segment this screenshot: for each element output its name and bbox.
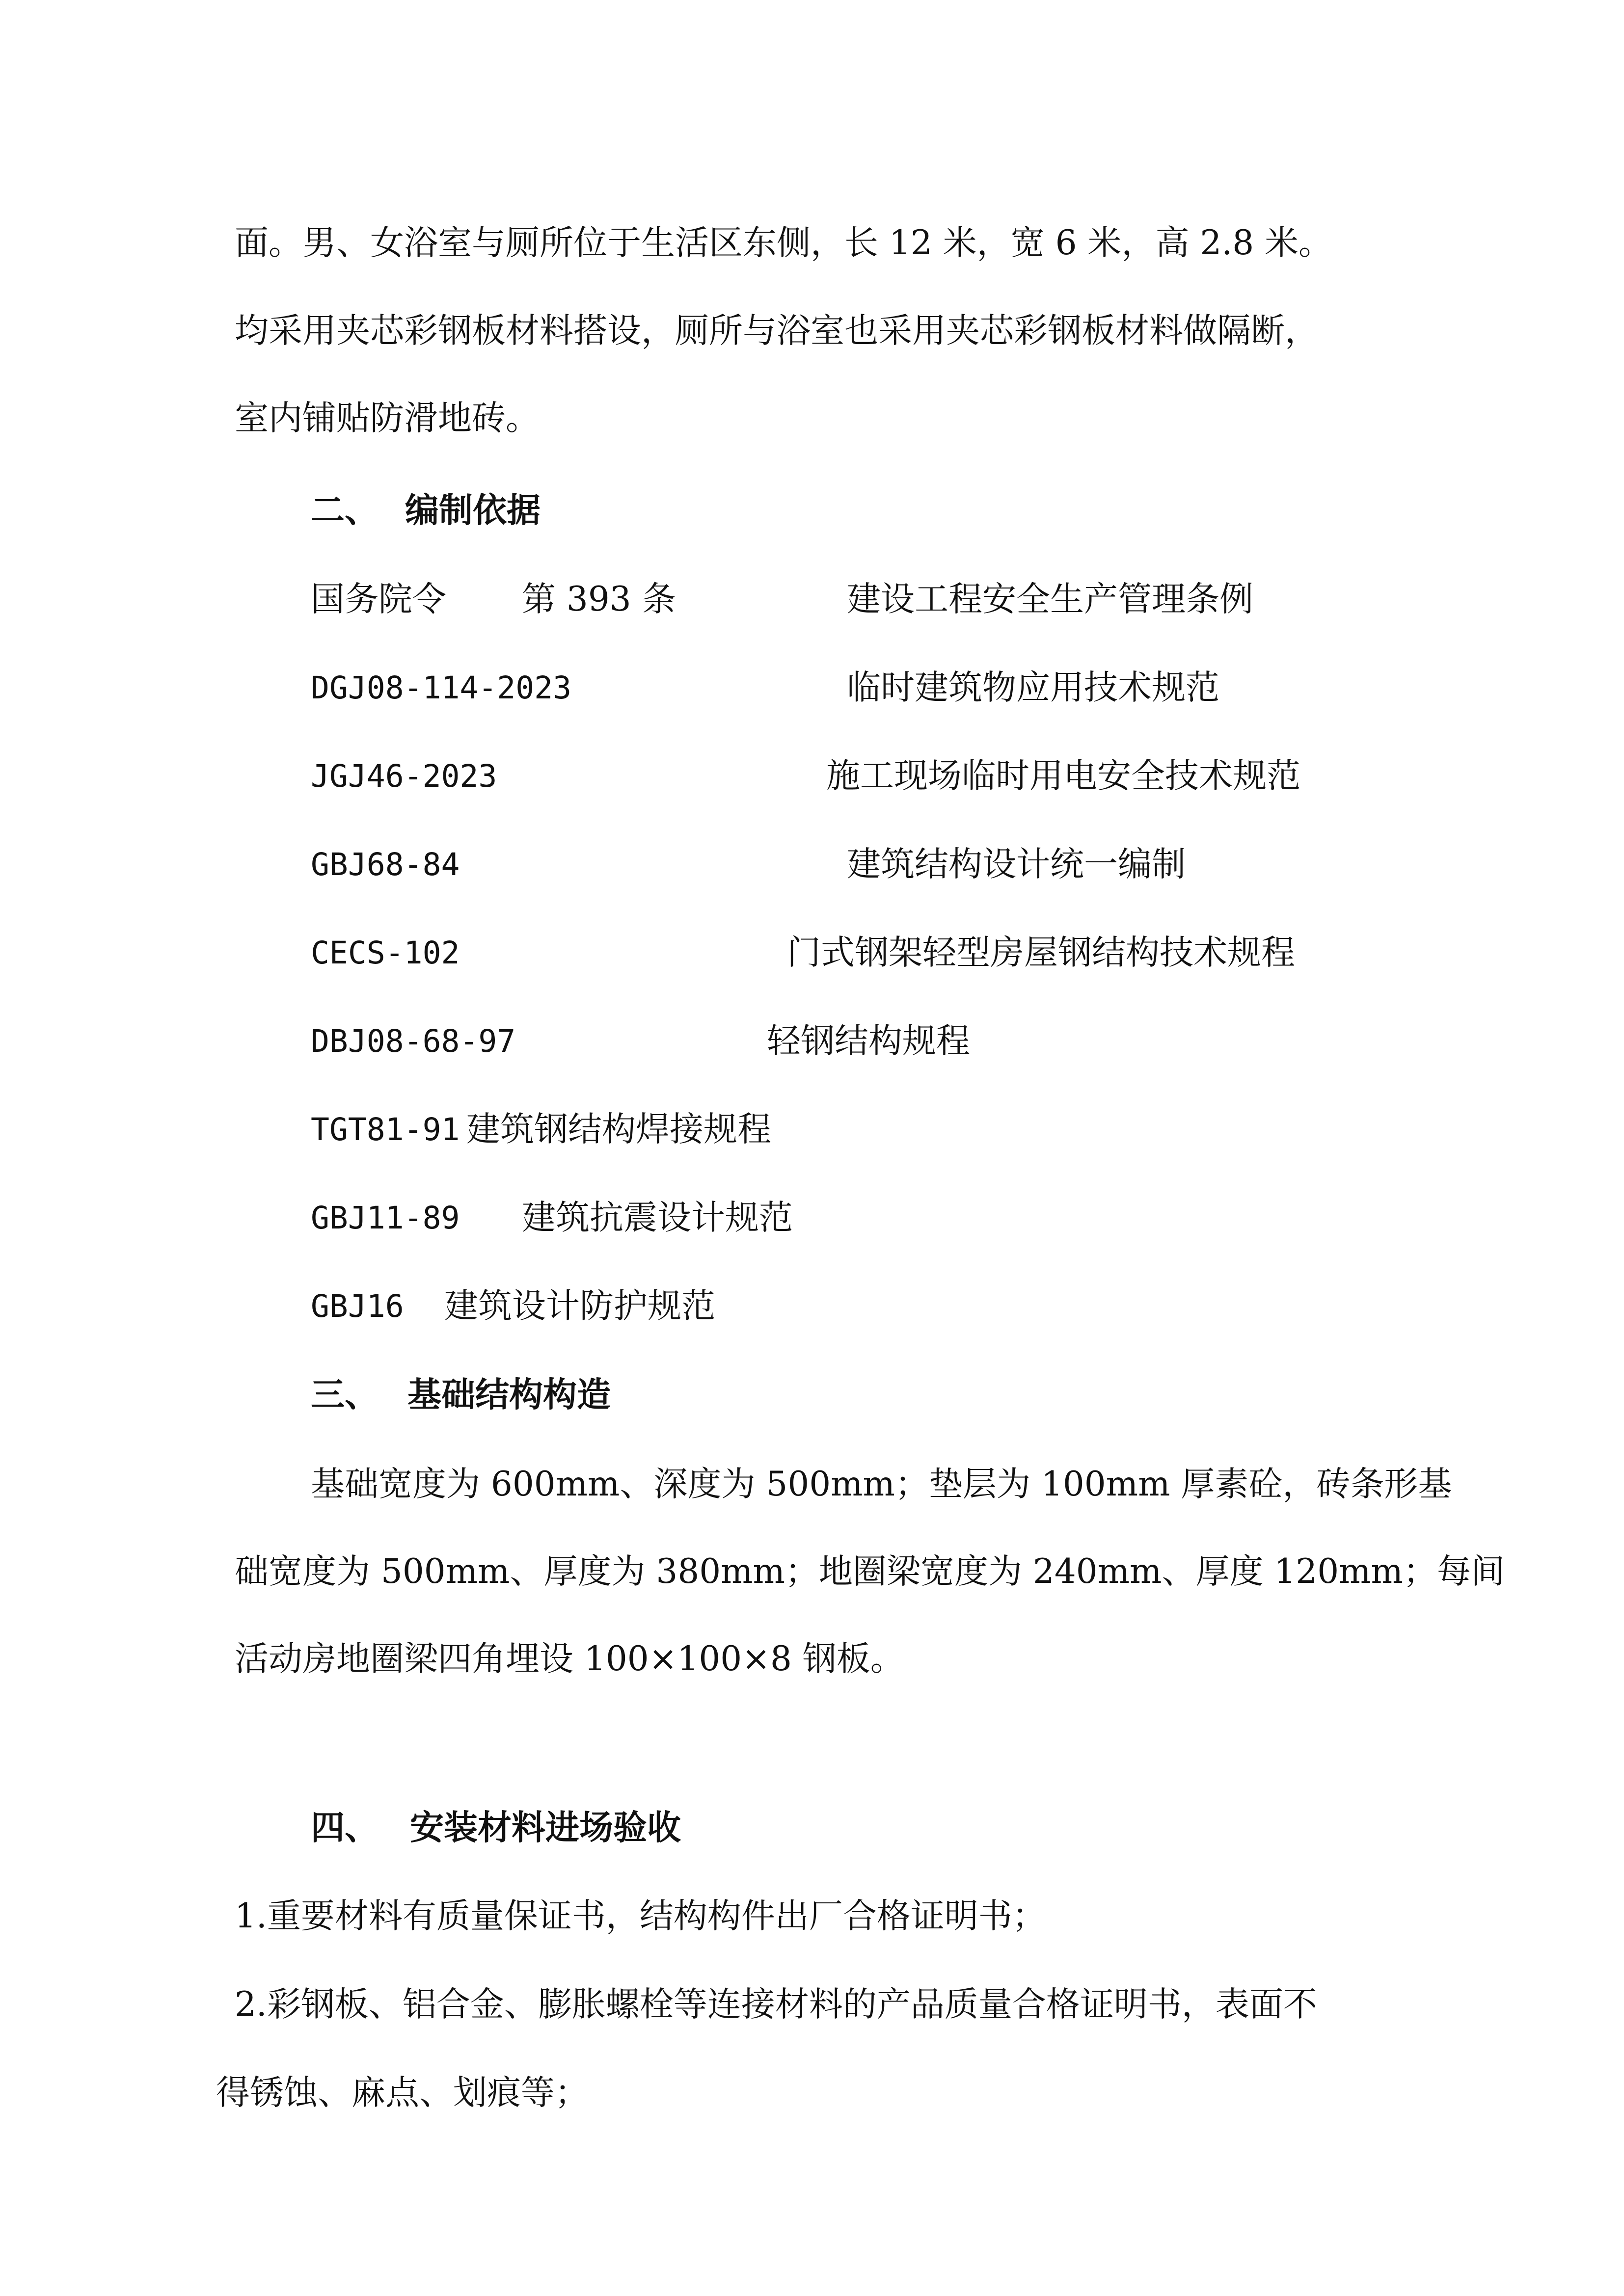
reference-code: DBJ08-68-97 [311, 1023, 516, 1059]
reference-name: 临时建筑物应用技术规范 [847, 668, 1219, 707]
intro-line-3: 室内铺贴防滑地砖。 [235, 399, 540, 438]
section4-title: 安装材料进场验收 [410, 1808, 681, 1847]
intro-line-2: 均采用夹芯彩钢板材料搭设，厕所与浴室也采用夹芯彩钢板材料做隔断， [235, 311, 1319, 350]
reference-code: 国务院令 [311, 580, 446, 619]
reference-name: 建筑抗震设计规范 [522, 1198, 793, 1237]
section3-number: 三、 [311, 1375, 379, 1415]
reference-code: CECS-102 [311, 935, 460, 971]
reference-name: 建筑设计防护规范 [444, 1286, 715, 1326]
intro-line-1: 面。男、女浴室与厕所位于生活区东侧，长 12 米，宽 6 米，高 2.8 米。 [235, 223, 1333, 263]
reference-code: TGT81-91 [311, 1112, 460, 1148]
section3-line-1: 基础宽度为 600mm、深度为 500mm；垫层为 100mm 厚素砼，砖条形基 [311, 1465, 1452, 1504]
acceptance-item-2-line-2: 得锈蚀、麻点、划痕等； [216, 2073, 589, 2112]
reference-name: 建设工程安全生产管理条例 [847, 580, 1253, 619]
reference-name: 门式钢架轻型房屋钢结构技术规程 [787, 933, 1295, 972]
reference-extra: 第 393 条 [522, 580, 676, 619]
section2-title: 编制依据 [405, 490, 541, 530]
reference-name: 施工现场临时用电安全技术规范 [826, 756, 1300, 796]
reference-code: JGJ46-2023 [311, 758, 497, 794]
section2-number: 二、 [311, 490, 379, 530]
reference-code: GBJ16 [311, 1288, 404, 1324]
section3-title: 基础结构构造 [407, 1375, 611, 1415]
section3-line-2: 础宽度为 500mm、厚度为 380mm；地圈梁宽度为 240mm、厚度 120mm；每间 [235, 1552, 1505, 1591]
acceptance-item-1: 1.重要材料有质量保证书，结构构件出厂合格证明书； [235, 1896, 1046, 1936]
reference-name: 轻钢结构规程 [767, 1021, 970, 1061]
reference-code: DGJ08-114-2023 [311, 670, 572, 706]
reference-name: 建筑结构设计统一编制 [847, 845, 1186, 884]
section4-number: 四、 [311, 1808, 379, 1847]
acceptance-item-2-line-1: 2.彩钢板、铝合金、膨胀螺栓等连接材料的产品质量合格证明书，表面不 [235, 1985, 1317, 2024]
reference-code: GBJ68-84 [311, 847, 460, 882]
reference-name: 建筑钢结构焊接规程 [466, 1110, 771, 1149]
reference-code: GBJ11-89 [311, 1200, 460, 1236]
section3-line-3: 活动房地圈梁四角埋设 100×100×8 钢板。 [235, 1639, 904, 1679]
